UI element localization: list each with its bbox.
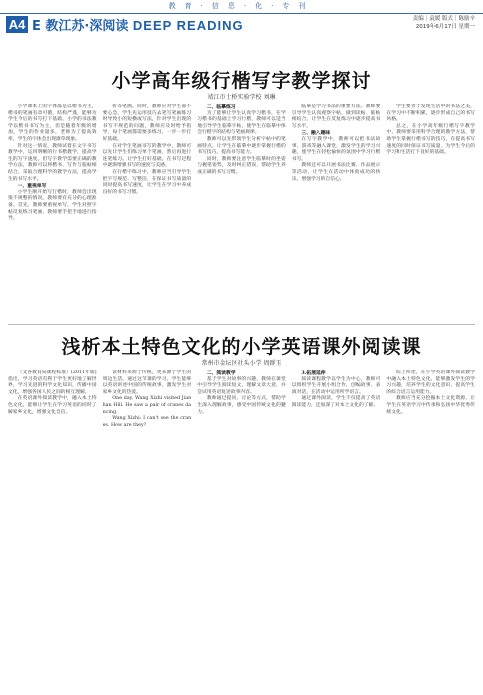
paragraph: 读材料来源于传统，更来源于学生的周边生活。通过这节课的学习，学生能够以英语讲述中国的传统故事，激发学生对家乡文化的热爱。: [102, 370, 192, 395]
article2-column: [8, 370, 97, 690]
issue-date: 2019年6月17日 星期一: [415, 24, 475, 30]
paragraph: 教师可以先带领学生分析字帖中的笔画特点，让学生在临摹中逐步掌握行楷的书写技巧，提高书写能力。: [197, 136, 286, 156]
subheading: 二、阅读教学: [206, 370, 236, 376]
paragraph: 通过课外阅读，学生不仅提高了英语阅读能力，还加深了对本土文化的了解。: [291, 396, 381, 408]
paragraph: 在对学生笔画书写的教学中，教师可以先让学生们练习单个笔画，然后再进行连笔练习。让学生打好基础，在书写过程中逐渐增强书写的速度与美感。: [102, 143, 192, 169]
issue-meta: [413, 15, 475, 31]
paragraph: 折等笔画。同时，教师应对学生部不要心急，学生先运用技巧去笔写笔画练习时导致小的短横或写法，针对学生出现的书写不规范的问题，教师应及时给予指导，每个笔画都需要多练习，一步一步打好基础。: [102, 104, 192, 142]
article1-author: 靖江市土桥实验学校 刘琳: [207, 94, 276, 101]
article1-column: [386, 104, 475, 320]
paragraph: 为了能够让学生认真学习楷书，在学习楷书的基础上学习行楷，教师可以适当地引导学生临摹字帖，使学生在临摹中体会行楷字的结构与笔画规律。: [197, 110, 286, 136]
paragraph: 临摹是学习书法的重要方法。教师要引导学生认真观察字帖，做到读帖、临帖相结合，让学生在反复练习中逐步提高书写水平。: [291, 104, 381, 129]
paragraph: 教师应当充分挖掘本土文化资源，让学生在英语学习中传承和弘扬中华优秀传统文化。: [386, 396, 475, 415]
article1-title: 小学高年级行楷写字教学探讨: [111, 70, 372, 92]
paragraph: 综上所述，在小学英语课外阅读教学中融入本土特色文化，能够激发学生的学习兴趣，培养学生的文化意识，提高学生的综合语言运用能力。: [386, 370, 475, 395]
paragraph: （文各教育局课程标准）(2011年版)指出，学习英语有利于学生更好地了解世界，学习先进的科学文化知识，传播中国文化，增强各国人民之间的相互理解。: [8, 370, 97, 395]
article1-column: [8, 104, 97, 320]
subheading: 二、临摹练习: [206, 104, 236, 110]
paragraph: 基于学生对故事的兴趣，教师在课堂中引导学生阅读短文，理解文章大意，并尝试用英语复述故事内容。: [197, 376, 286, 395]
article2-author: 常州市金坛区社头小学 周群玉: [201, 360, 282, 367]
paragraph: 教师还可以开展书法比赛、作品展示等活动，让学生在活动中体验成功的快乐，增强学习的自信心。: [291, 163, 381, 182]
paragraph: 在行楷字练习中，教师应当引导学生把字写规范、写整洁，在保证书写质量的同时提高书写速度，让学生在学习中养成良好的书写习惯。: [102, 169, 192, 195]
article2-title: 浅析本土特色文化的小学英语课外阅读课: [61, 336, 422, 358]
top-banner: [0, 0, 483, 14]
banner-title: 教育·信息·化·专刊: [168, 2, 315, 10]
paragraph: 在英语课外阅读教学中，融入本土特色文化，能够让学生在学习英语的同时了解家乡文化，增强文化自信。: [8, 396, 97, 415]
paragraph: Wang Xizhi: I can't see the cranes. How are they?: [102, 416, 192, 428]
article2-column: [103, 370, 192, 690]
paragraph: One day, Wang Xizhi visited Jianhan Hill. He saw a pair of cranes dancing.: [102, 396, 192, 415]
page-header: [0, 14, 483, 36]
article2-column: [386, 370, 475, 690]
paragraph: 针对这一情况，教师试着在文字书写教学中，运用明晰的行书楷教学，提高学生的写字速度。但写字教学需要正确的教学方法，教师可以将楷书、写作与临帖相结合，采取合理科学的教学方法，提高学生的书写水平。: [8, 143, 97, 182]
article2-column: [197, 370, 286, 690]
article1-column: [292, 104, 381, 320]
subheading: 三、融入趣味: [301, 130, 331, 137]
section-title-en: DEEP READING: [132, 18, 244, 33]
article1-column: [197, 104, 286, 320]
paragraph: 在写字教学中，教师可以把书法故事、游戏等融入课堂，激发学生的学习兴趣，使学生在轻松愉快的氛围中学习行楷书写。: [291, 136, 381, 162]
section-title-cn: E 教江苏·深阅读: [32, 19, 129, 34]
subheading: 3.拓展延伸: [301, 370, 326, 376]
article2-column: [292, 370, 381, 690]
subheading: 一、重视单写: [17, 183, 47, 190]
article1-column: [103, 104, 192, 320]
paragraph: 学生要善于发现生活中的书法之美，在学习中不断积累，逐步形成自己的书写风格。: [386, 104, 475, 123]
paragraph: 总之，在小学高年级行楷写字教学中，教师要采用科学合理的教学方法，帮助学生掌握行楷书写的技巧，在提高书写速度的同时保证书写质量，为学生今后的学习和生活打下良好的基础。: [386, 123, 475, 156]
article-divider: [8, 324, 475, 325]
paragraph: 同时，教师要注意学生临摹时的坐姿与握笔姿势，及时纠正错误，帮助学生养成正确的书写习惯。: [197, 156, 286, 175]
paragraph: 小学生刚开始写行楷时，教师会出现很不规整的情况。教师要有充分的心理准备。首先，教师要重视单写，学生对照字帖反复练习笔画，教师要手把手地进行指导。: [8, 189, 97, 222]
paragraph: 小学课本上的字体都是以楷书为主，楷书的笔画有章可循，结构严谨，能够为学生今后的书写打下基础。小学的书法教学以楷书书写为主，但是随着年级的增加，学生的作业量多，老师为了提高效率，学生的字体会出现潦草现象。: [8, 104, 97, 142]
editors-line: 责编｜袁媛 版式｜陈励辛: [412, 16, 475, 22]
page-number: A4: [6, 16, 28, 33]
paragraph: 教师通过提问、讨论等方式，帮助学生深入理解故事，感受中国传统文化的魅力。: [197, 396, 286, 415]
section-title: [32, 15, 244, 34]
paragraph: 阅读课程教学以学生为中心，教师可以组织学生开展小组合作，创编故事、表演对话，在活动中运用所学语言。: [291, 376, 381, 395]
